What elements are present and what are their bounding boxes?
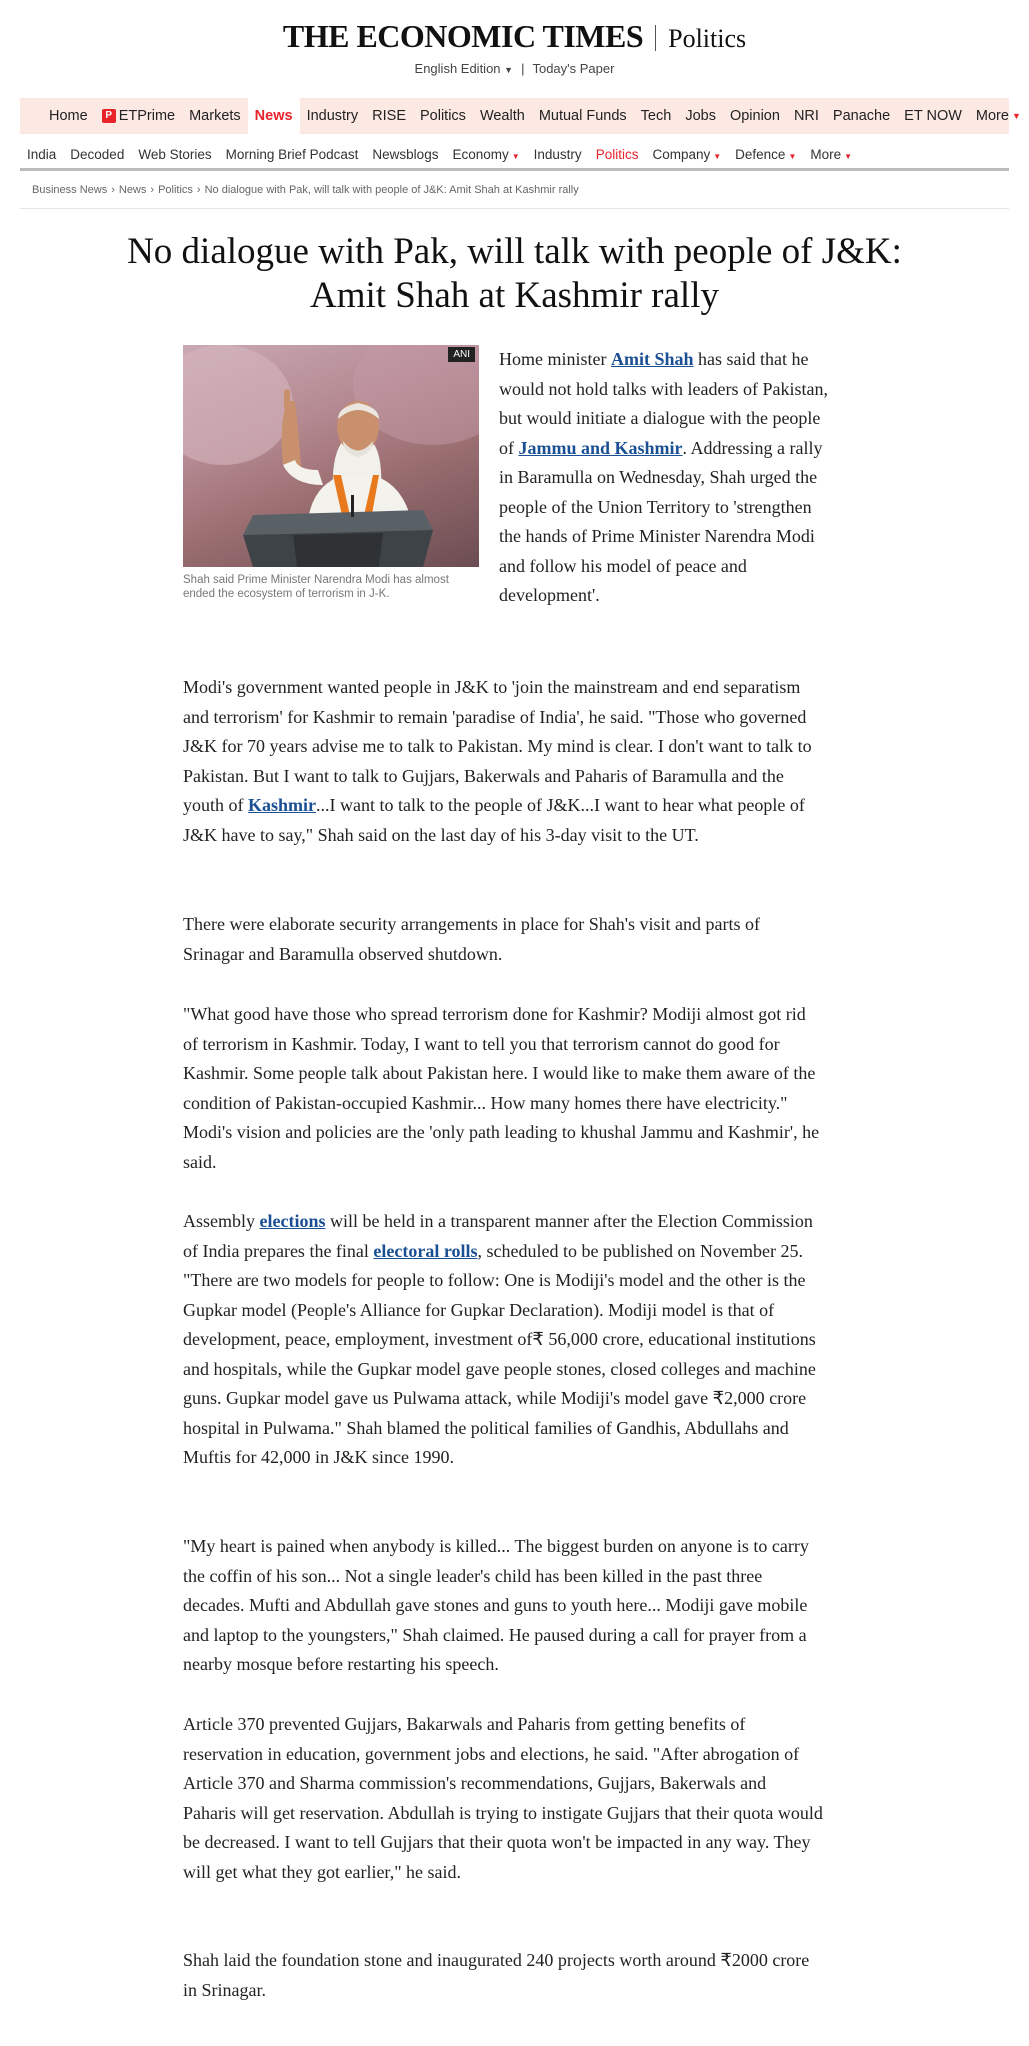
subnav-web-stories[interactable]: Web Stories	[138, 146, 212, 162]
subnav-more[interactable]: More ▼	[810, 146, 853, 162]
breadcrumb-news[interactable]: News	[118, 184, 147, 196]
subnav-politics[interactable]: Politics	[595, 146, 639, 162]
breadcrumb-divider	[20, 208, 1009, 209]
nav-tech[interactable]: Tech	[640, 108, 672, 124]
subnav-defence[interactable]: Defence ▼	[735, 146, 797, 162]
masthead	[0, 0, 1029, 76]
link-elections[interactable]: elections	[259, 1211, 326, 1231]
breadcrumb-politics[interactable]: Politics	[158, 184, 193, 196]
nav-politics[interactable]: Politics	[420, 108, 466, 124]
link-amit-shah[interactable]: Amit Shah	[610, 349, 694, 369]
masthead-divider	[655, 25, 656, 51]
todays-paper-link[interactable]: Today's Paper	[532, 61, 615, 76]
subnav-morning-brief-podcast[interactable]: Morning Brief Podcast	[225, 146, 359, 162]
nav-etprime[interactable]: P ETPrime	[95, 98, 182, 134]
subnav-economy[interactable]: Economy ▼	[452, 146, 520, 162]
main-nav	[20, 98, 1021, 134]
nav-jobs[interactable]: Jobs	[685, 108, 716, 124]
sub-nav	[20, 140, 1009, 171]
breadcrumb-business-news[interactable]: Business News	[32, 184, 108, 196]
nav-home[interactable]: Home	[49, 108, 88, 124]
article-paragraph-2: There were elaborate security arrangements in place for Shah's visit and parts of Srinagar and Baramulla observed shutdown.	[183, 914, 761, 964]
etprime-icon: P	[102, 109, 116, 123]
breadcrumb-separator-icon: ›	[196, 184, 201, 196]
caret-down-icon: ▼	[788, 151, 797, 161]
breadcrumb	[32, 184, 579, 196]
breadcrumb-current: No dialogue with Pak, will talk with people of J&K: Amit Shah at Kashmir rally	[204, 184, 579, 196]
article-figure	[183, 345, 479, 601]
nav-mutual-funds[interactable]: Mutual Funds	[538, 108, 627, 124]
et-logo[interactable]: THE ECONOMIC TIMES	[282, 18, 644, 54]
caret-down-icon: ▼	[844, 151, 853, 161]
subnav-newsblogs[interactable]: Newsblogs	[372, 146, 439, 162]
article-lead-paragraph: Home minister Amit Shah has said that he would not hold talks with leaders of Pakistan, but would initiate a dialogue with the people of Jammu and Kashmir. Addressing a rally in Baramulla on Wednesday, Shah urged the people of the Union Territory to 'strengthen the hands of Prime Minister Narendra Modi and follow his model of peace and development'.	[499, 349, 828, 605]
image-caption: Shah said Prime Minister Narendra Modi has almost ended the ecosystem of terrorism in J-K.	[183, 574, 449, 600]
caret-down-icon: ▼	[713, 151, 722, 161]
section-title[interactable]: Politics	[668, 24, 747, 53]
article-paragraph-7: Shah laid the foundation stone and inaugurated 240 projects worth around ₹2000 crore in Srinagar.	[183, 1950, 810, 2000]
subnav-decoded[interactable]: Decoded	[70, 146, 125, 162]
article-paragraph-1: Modi's government wanted people in J&K to 'join the mainstream and end separatism and terrorism' for Kashmir to remain 'paradise of India', he said. "Those who governed J&K for 70 years advise me to talk to Pakistan. My mind is clear. I don't want to talk to Pakistan. But I want to talk to Gujjars, Bakerwals and Paharis of Baramulla and the youth of Kashmir...I want to talk to the people of J&K...I want to hear what people of J&K have to say," Shah said on the last day of his 3-day visit to the UT.	[183, 677, 812, 845]
image-credit-badge: ANI	[448, 347, 475, 362]
caret-down-icon: ▼	[504, 65, 514, 75]
caret-down-icon: ▼	[1011, 111, 1021, 121]
speaker-photo-illustration	[183, 345, 479, 567]
link-jammu-and-kashmir[interactable]: Jammu and Kashmir	[518, 437, 683, 458]
nav-panache[interactable]: Panache	[832, 108, 891, 124]
nav-opinion[interactable]: Opinion	[729, 108, 780, 124]
nav-markets[interactable]: Markets	[189, 108, 241, 124]
nav-industry[interactable]: Industry	[306, 108, 359, 124]
edition-selector[interactable]: English Edition ▼	[414, 61, 514, 76]
breadcrumb-separator-icon: ›	[111, 184, 115, 196]
nav-more[interactable]: More ▼	[975, 108, 1021, 124]
subnav-india[interactable]: India	[27, 146, 57, 162]
link-kashmir[interactable]: Kashmir	[248, 795, 317, 815]
edition-divider: |	[521, 61, 525, 76]
breadcrumb-separator-icon: ›	[150, 184, 155, 196]
nav-nri[interactable]: NRI	[793, 108, 819, 124]
nav-et-now[interactable]: ET NOW	[904, 108, 962, 124]
nav-wealth[interactable]: Wealth	[479, 108, 525, 124]
article-paragraph-6: Article 370 prevented Gujjars, Bakarwals and Paharis from getting benefits of reservation in education, government jobs and elections, he said. "After abrogation of Article 370 and Sharma commission's recommendations, Gujjars, Bakerwals and Paharis will get reservation. Abdullah is trying to instigate Gujjars that their quota would be decreased. I want to tell Gujjars that their quota won't be impacted in any way. They will get what they got earlier," he said.	[183, 1714, 823, 1882]
subnav-industry[interactable]: Industry	[533, 146, 582, 162]
article-photo[interactable]	[183, 345, 479, 567]
nav-rise[interactable]: RISE	[372, 108, 406, 124]
article-paragraph-3: "What good have those who spread terrorism done for Kashmir? Modiji almost got rid of terrorism in Kashmir. Today, I want to tell you that terrorism cannot do good for Kashmir. Some people talk about Pakistan here. I would like to make them aware of the condition of Pakistan-occupied Kashmir... How many homes there have electricity." Modi's vision and policies are the 'only path leading to khushal Jammu and Kashmir', he said.	[183, 1004, 820, 1172]
article-headline: No dialogue with Pak, will talk with people of J&K: Amit Shah at Kashmir rally	[127, 231, 902, 316]
subnav-company[interactable]: Company ▼	[652, 146, 722, 162]
article-paragraph-5: "My heart is pained when anybody is killed... The biggest burden on anyone is to carry the coffin of his son... Not a single leader's child has been killed in the past three decades. Mufti and Abdullah gave stones and guns to youth here... Modiji gave mobile and laptop to the youngsters," Shah claimed. He paused during a call for prayer from a nearby mosque before restarting his speech.	[183, 1536, 809, 1674]
article-paragraph-4: Assembly elections will be held in a transparent manner after the Election Commission of India prepares the final electoral rolls, scheduled to be published on November 25. "There are two models for people to follow: One is Modiji's model and the other is the Gupkar model (People's Alliance for Gupkar Declaration). Modiji model is that of development, peace, employment, investment of₹ 56,000 crore, educational institutions and hospitals, while the Gupkar model gave people stones, closed colleges and machine guns. Gupkar model gave us Pulwama attack, while Modiji's model gave ₹2,000 crore hospital in Pulwama." Shah blamed the political families of Gandhis, Abdullahs and Muftis for 42,000 in J&K since 1990.	[183, 1211, 816, 1467]
caret-down-icon: ▼	[511, 151, 520, 161]
link-electoral-rolls[interactable]: electoral rolls	[373, 1240, 478, 1261]
nav-news[interactable]: News	[248, 98, 300, 134]
